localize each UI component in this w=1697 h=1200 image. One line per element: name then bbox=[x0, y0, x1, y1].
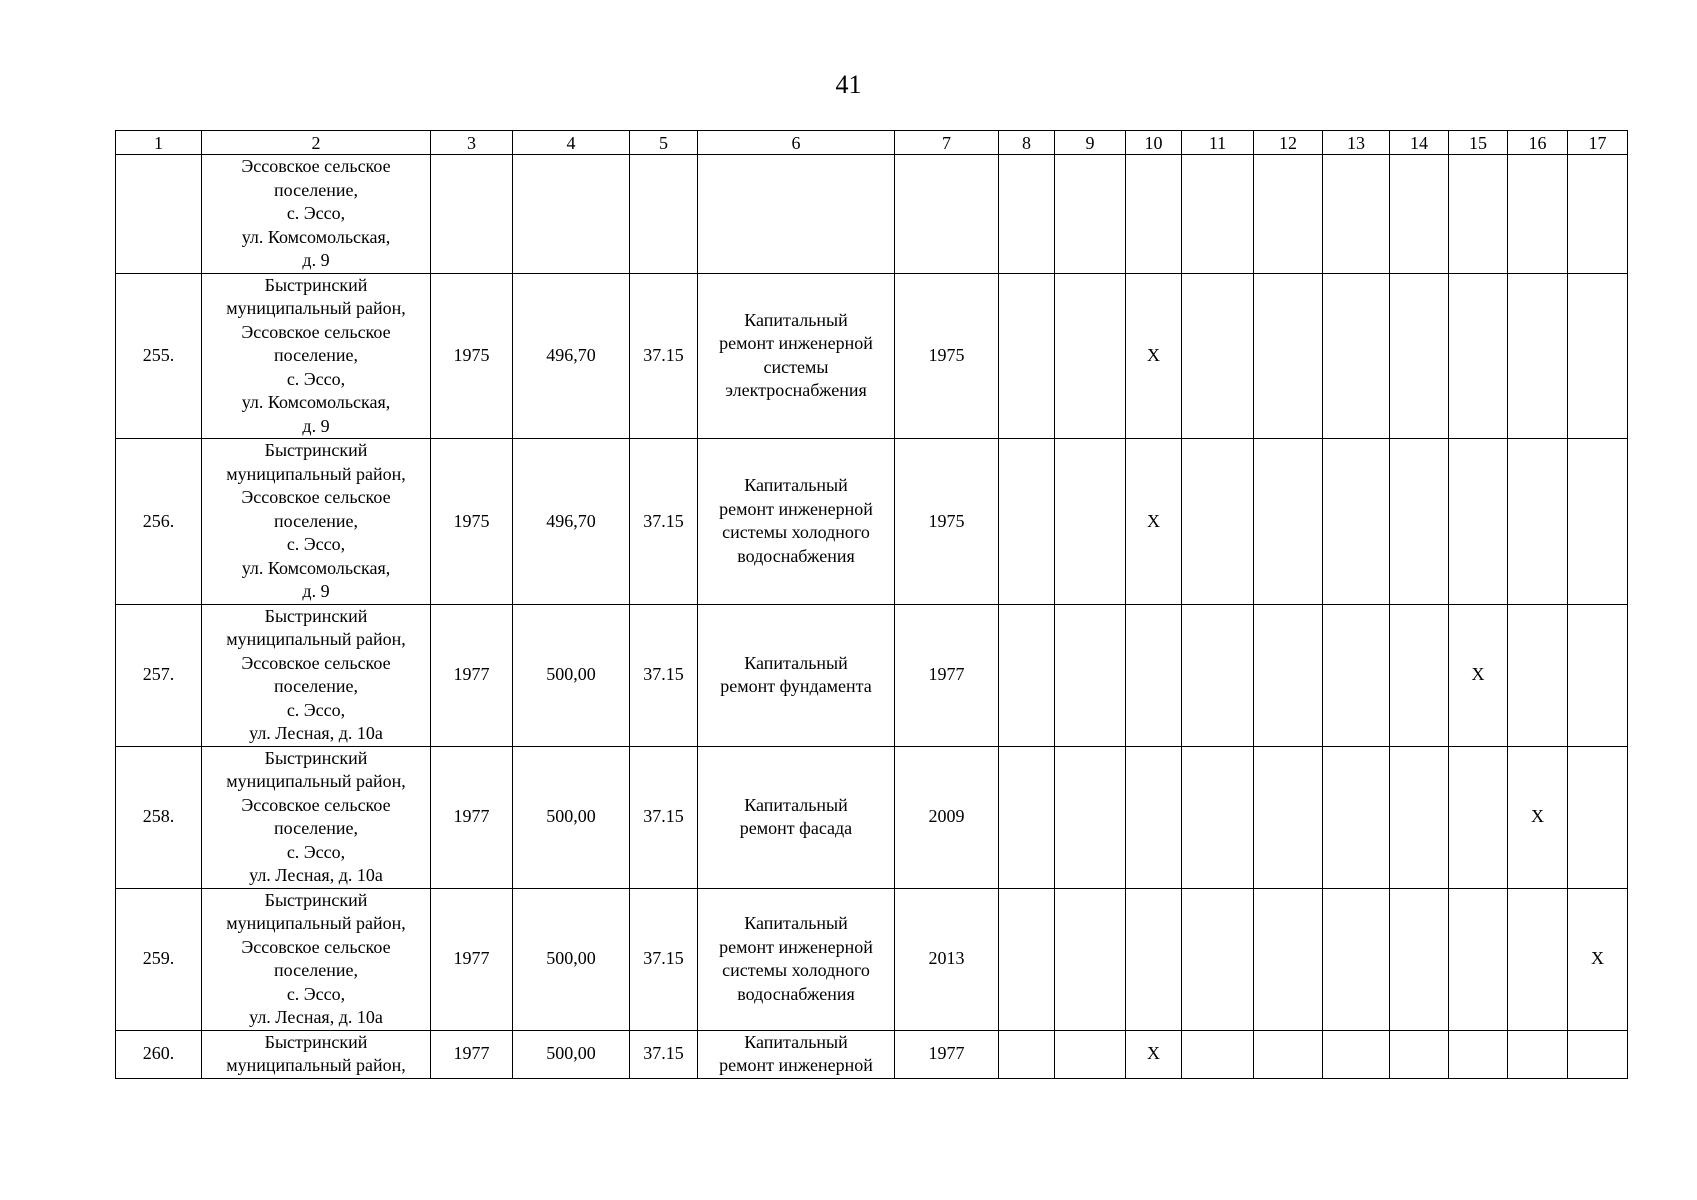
mark-cell-col-10: X bbox=[1126, 1030, 1182, 1078]
mark-cell-col-8 bbox=[999, 604, 1055, 746]
address-cell-line: Эссовское сельское bbox=[241, 156, 391, 176]
mark-cell-col-11 bbox=[1182, 155, 1254, 274]
column-header: 13 bbox=[1323, 131, 1390, 155]
mark-cell-col-14 bbox=[1390, 604, 1449, 746]
mark-cell-col-13 bbox=[1323, 746, 1390, 888]
mark-cell-col-15 bbox=[1449, 155, 1508, 274]
mark-cell-col-12 bbox=[1254, 888, 1323, 1030]
address-cell-line: Быстринский bbox=[264, 440, 368, 460]
repair-year-cell: 1977 bbox=[895, 604, 999, 746]
repair-year-cell bbox=[895, 155, 999, 274]
mark-cell-col-17 bbox=[1568, 1030, 1628, 1078]
area-cell: 500,00 bbox=[513, 604, 630, 746]
mark-cell-col-8 bbox=[999, 439, 1055, 605]
mark-cell-col-12 bbox=[1254, 439, 1323, 605]
address-cell-line: Эссовское сельское bbox=[241, 652, 391, 673]
address-cell-line: поселение, bbox=[273, 345, 358, 365]
area-cell bbox=[513, 155, 630, 274]
column-header: 3 bbox=[431, 131, 513, 155]
repair-year-cell: 1975 bbox=[895, 439, 999, 605]
address-cell-line: поселение, bbox=[273, 818, 358, 838]
address-cell-line: муниципальный район, bbox=[226, 463, 406, 484]
work-type-cell bbox=[698, 155, 895, 274]
work-type-cell bbox=[698, 1030, 895, 1078]
column-number-header bbox=[116, 131, 1628, 155]
work-type-cell-line: электроснабжения bbox=[725, 380, 867, 401]
code-cell bbox=[630, 155, 698, 274]
mark-cell-col-8 bbox=[999, 746, 1055, 888]
area-cell: 496,70 bbox=[513, 439, 630, 605]
column-header: 10 bbox=[1126, 131, 1182, 155]
mark-cell-col-14 bbox=[1390, 888, 1449, 1030]
row-number: 260. bbox=[116, 1030, 202, 1078]
column-header: 1 bbox=[116, 131, 202, 155]
mark-cell-col-10 bbox=[1126, 746, 1182, 888]
address-cell-line: с. Эссо, bbox=[286, 368, 346, 389]
mark-cell-col-15: X bbox=[1449, 604, 1508, 746]
mark-cell-col-15 bbox=[1449, 273, 1508, 439]
work-type-cell-line: Капитальный bbox=[744, 794, 848, 815]
mark-cell-col-8 bbox=[999, 155, 1055, 274]
work-type-cell bbox=[698, 439, 895, 605]
area-cell: 500,00 bbox=[513, 1030, 630, 1078]
code-cell: 37.15 bbox=[630, 1030, 698, 1078]
column-header: 12 bbox=[1254, 131, 1323, 155]
mark-cell-col-17 bbox=[1568, 155, 1628, 274]
work-type-cell bbox=[698, 746, 895, 888]
mark-cell-col-16 bbox=[1508, 1030, 1568, 1078]
column-header: 11 bbox=[1182, 131, 1254, 155]
address-cell-line: поселение, bbox=[273, 179, 358, 200]
mark-cell-col-11 bbox=[1182, 439, 1254, 605]
mark-cell-col-8 bbox=[999, 1030, 1055, 1078]
mark-cell-col-13 bbox=[1323, 439, 1390, 605]
mark-cell-col-17: X bbox=[1568, 888, 1628, 1030]
work-type-cell-line: ремонт инженерной bbox=[719, 936, 873, 957]
address-cell-line: ул. Комсомольская, bbox=[241, 226, 391, 247]
mark-cell-col-8 bbox=[999, 273, 1055, 439]
mark-cell-col-12 bbox=[1254, 273, 1323, 439]
address-cell-line: д. 9 bbox=[302, 581, 330, 601]
code-cell: 37.15 bbox=[630, 439, 698, 605]
mark-cell-col-15 bbox=[1449, 746, 1508, 888]
address-cell-line: поселение, bbox=[273, 960, 358, 980]
mark-cell-col-11 bbox=[1182, 1030, 1254, 1078]
mark-cell-col-17 bbox=[1568, 273, 1628, 439]
work-type-cell-line: Капитальный bbox=[744, 475, 848, 496]
mark-cell-col-13 bbox=[1323, 888, 1390, 1030]
build-year-cell: 1975 bbox=[431, 273, 513, 439]
mark-cell-col-11 bbox=[1182, 604, 1254, 746]
table-row bbox=[116, 888, 1628, 1030]
work-type-cell-line: Капитальный bbox=[744, 652, 848, 673]
mark-cell-col-12 bbox=[1254, 604, 1323, 746]
mark-cell-col-17 bbox=[1568, 746, 1628, 888]
work-type-cell-line: ремонт инженерной bbox=[719, 1055, 873, 1075]
mark-cell-col-13 bbox=[1323, 1030, 1390, 1078]
address-cell-line: с. Эссо, bbox=[286, 841, 346, 862]
address-cell-line: Эссовское сельское bbox=[241, 321, 391, 342]
row-number: 257. bbox=[116, 604, 202, 746]
address-cell bbox=[202, 155, 431, 274]
work-type-cell-line: ремонт инженерной bbox=[719, 498, 873, 519]
area-cell: 500,00 bbox=[513, 746, 630, 888]
column-header: 2 bbox=[202, 131, 431, 155]
address-cell-line: ул. Комсомольская, bbox=[241, 392, 391, 412]
build-year-cell: 1977 bbox=[431, 746, 513, 888]
work-type-cell bbox=[698, 888, 895, 1030]
address-cell bbox=[202, 439, 431, 605]
mark-cell-col-13 bbox=[1323, 155, 1390, 274]
mark-cell-col-13 bbox=[1323, 604, 1390, 746]
code-cell: 37.15 bbox=[630, 746, 698, 888]
work-type-cell-line: Капитальный bbox=[744, 1031, 848, 1052]
work-type-cell-line: системы холодного bbox=[722, 960, 870, 980]
column-header: 16 bbox=[1508, 131, 1568, 155]
column-header: 17 bbox=[1568, 131, 1628, 155]
repair-year-cell: 2013 bbox=[895, 888, 999, 1030]
address-cell-line: с. Эссо, bbox=[286, 203, 346, 223]
work-type-cell-line: водоснабжения bbox=[737, 545, 855, 566]
address-cell-line: ул. Лесная, д. 10а bbox=[249, 723, 383, 743]
code-cell: 37.15 bbox=[630, 888, 698, 1030]
address-cell-line: д. 9 bbox=[302, 250, 330, 270]
build-year-cell: 1977 bbox=[431, 888, 513, 1030]
work-type-cell-line: системы bbox=[763, 356, 829, 377]
address-cell-line: с. Эссо, bbox=[286, 534, 346, 554]
build-year-cell bbox=[431, 155, 513, 274]
address-cell bbox=[202, 1030, 431, 1078]
mark-cell-col-16 bbox=[1508, 604, 1568, 746]
work-type-cell bbox=[698, 604, 895, 746]
mark-cell-col-11 bbox=[1182, 273, 1254, 439]
mark-cell-col-10 bbox=[1126, 604, 1182, 746]
table-row bbox=[116, 273, 1628, 439]
mark-cell-col-9 bbox=[1055, 604, 1126, 746]
mark-cell-col-14 bbox=[1390, 746, 1449, 888]
repair-year-cell: 1975 bbox=[895, 273, 999, 439]
address-cell-line: поселение, bbox=[273, 510, 358, 531]
mark-cell-col-16 bbox=[1508, 155, 1568, 274]
address-cell-line: с. Эссо, bbox=[286, 983, 346, 1004]
area-cell: 496,70 bbox=[513, 273, 630, 439]
address-cell-line: Быстринский bbox=[264, 1031, 368, 1052]
mark-cell-col-9 bbox=[1055, 155, 1126, 274]
mark-cell-col-14 bbox=[1390, 439, 1449, 605]
row-number bbox=[116, 155, 202, 274]
address-cell-line: муниципальный район, bbox=[226, 298, 406, 318]
mark-cell-col-14 bbox=[1390, 155, 1449, 274]
address-cell-line: муниципальный район, bbox=[226, 913, 406, 933]
mark-cell-col-10 bbox=[1126, 155, 1182, 274]
address-cell-line: муниципальный район, bbox=[226, 629, 406, 649]
mark-cell-col-12 bbox=[1254, 1030, 1323, 1078]
mark-cell-col-14 bbox=[1390, 1030, 1449, 1078]
address-cell bbox=[202, 604, 431, 746]
mark-cell-col-16 bbox=[1508, 888, 1568, 1030]
address-cell-line: д. 9 bbox=[302, 415, 330, 436]
address-cell-line: Эссовское сельское bbox=[241, 487, 391, 507]
table-row bbox=[116, 604, 1628, 746]
column-header: 14 bbox=[1390, 131, 1449, 155]
repair-year-cell: 2009 bbox=[895, 746, 999, 888]
mark-cell-col-9 bbox=[1055, 1030, 1126, 1078]
work-type-cell-line: ремонт фасада bbox=[739, 818, 853, 838]
repair-schedule-table bbox=[115, 130, 1628, 1079]
mark-cell-col-9 bbox=[1055, 439, 1126, 605]
mark-cell-col-15 bbox=[1449, 439, 1508, 605]
address-cell-line: Быстринский bbox=[264, 747, 368, 768]
mark-cell-col-9 bbox=[1055, 746, 1126, 888]
address-cell-line: Быстринский bbox=[264, 889, 368, 910]
area-cell: 500,00 bbox=[513, 888, 630, 1030]
mark-cell-col-15 bbox=[1449, 888, 1508, 1030]
address-cell bbox=[202, 888, 431, 1030]
work-type-cell-line: водоснабжения bbox=[737, 983, 855, 1004]
mark-cell-col-12 bbox=[1254, 746, 1323, 888]
column-header: 7 bbox=[895, 131, 999, 155]
table-row bbox=[116, 1030, 1628, 1078]
mark-cell-col-11 bbox=[1182, 746, 1254, 888]
mark-cell-col-16: X bbox=[1508, 746, 1568, 888]
address-cell-line: муниципальный район, bbox=[226, 771, 406, 791]
table-row bbox=[116, 439, 1628, 605]
column-header: 15 bbox=[1449, 131, 1508, 155]
mark-cell-col-15 bbox=[1449, 1030, 1508, 1078]
column-header: 6 bbox=[698, 131, 895, 155]
address-cell bbox=[202, 746, 431, 888]
mark-cell-col-8 bbox=[999, 888, 1055, 1030]
page-number: 41 bbox=[835, 70, 862, 99]
mark-cell-col-12 bbox=[1254, 155, 1323, 274]
row-number: 255. bbox=[116, 273, 202, 439]
address-cell-line: Быстринский bbox=[264, 605, 368, 626]
work-type-cell-line: системы холодного bbox=[722, 522, 870, 543]
address-cell-line: поселение, bbox=[273, 676, 358, 696]
work-type-cell-line: ремонт инженерной bbox=[719, 333, 873, 354]
mark-cell-col-17 bbox=[1568, 604, 1628, 746]
row-number: 256. bbox=[116, 439, 202, 605]
column-header: 4 bbox=[513, 131, 630, 155]
table-row bbox=[116, 155, 1628, 274]
row-number: 259. bbox=[116, 888, 202, 1030]
address-cell-line: ул. Комсомольская, bbox=[241, 557, 391, 578]
column-header: 5 bbox=[630, 131, 698, 155]
row-number: 258. bbox=[116, 746, 202, 888]
mark-cell-col-16 bbox=[1508, 439, 1568, 605]
work-type-cell bbox=[698, 273, 895, 439]
mark-cell-col-10: X bbox=[1126, 273, 1182, 439]
column-header: 9 bbox=[1055, 131, 1126, 155]
mark-cell-col-16 bbox=[1508, 273, 1568, 439]
mark-cell-col-9 bbox=[1055, 273, 1126, 439]
address-cell-line: Эссовское сельское bbox=[241, 794, 391, 815]
mark-cell-col-9 bbox=[1055, 888, 1126, 1030]
work-type-cell-line: ремонт фундамента bbox=[720, 676, 872, 696]
mark-cell-col-10 bbox=[1126, 888, 1182, 1030]
address-cell bbox=[202, 273, 431, 439]
mark-cell-col-11 bbox=[1182, 888, 1254, 1030]
build-year-cell: 1975 bbox=[431, 439, 513, 605]
code-cell: 37.15 bbox=[630, 604, 698, 746]
mark-cell-col-14 bbox=[1390, 273, 1449, 439]
column-header: 8 bbox=[999, 131, 1055, 155]
address-cell-line: ул. Лесная, д. 10а bbox=[249, 1007, 383, 1027]
mark-cell-col-13 bbox=[1323, 273, 1390, 439]
address-cell-line: ул. Лесная, д. 10а bbox=[249, 865, 383, 885]
work-type-cell-line: Капитальный bbox=[744, 913, 848, 933]
address-cell-line: муниципальный район, bbox=[226, 1055, 406, 1075]
mark-cell-col-10: X bbox=[1126, 439, 1182, 605]
table-row bbox=[116, 746, 1628, 888]
build-year-cell: 1977 bbox=[431, 1030, 513, 1078]
build-year-cell: 1977 bbox=[431, 604, 513, 746]
code-cell: 37.15 bbox=[630, 273, 698, 439]
address-cell-line: Эссовское сельское bbox=[241, 936, 391, 957]
address-cell-line: с. Эссо, bbox=[286, 699, 346, 720]
address-cell-line: Быстринский bbox=[264, 274, 368, 295]
work-type-cell-line: Капитальный bbox=[744, 309, 848, 330]
mark-cell-col-17 bbox=[1568, 439, 1628, 605]
repair-year-cell: 1977 bbox=[895, 1030, 999, 1078]
